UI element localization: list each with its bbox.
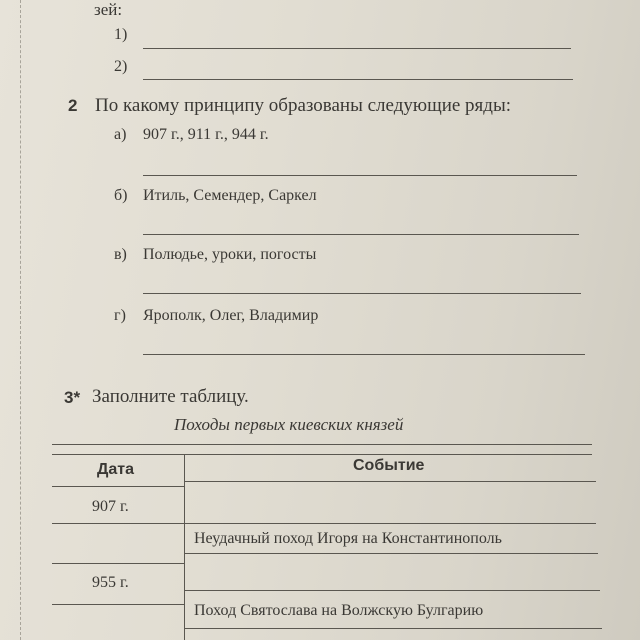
table-row-3-date: 955 г. [92,574,129,591]
task2-item-b-text: Итиль, Семендер, Саркел [143,187,317,204]
prev-answer-label-1: 1) [114,26,128,43]
answer-line-g[interactable] [143,354,585,355]
task2-question: По какому принципу образованы следующие ряды: [95,95,512,116]
task2-item-g-text: Ярополк, Олег, Владимир [143,307,319,324]
table-header-top [52,454,592,455]
answer-line-prev-2[interactable] [143,79,573,80]
answer-line-prev-1[interactable] [143,48,571,49]
prev-task-tail: зей: [94,0,123,19]
task2-item-b-label: б) [114,187,128,204]
table-row-1-border [52,523,596,524]
task2-number: 2 [68,96,78,115]
table-row-2-border-event [184,553,598,554]
task2-item-g-label: г) [114,307,126,324]
table-row-2-border-date [52,563,184,564]
table-header-event: Событие [353,457,425,474]
task3-number: 3* [64,388,81,407]
table-row-4-event: Поход Святослава на Волжскую Булгарию [194,602,484,619]
table-header-date: Дата [97,461,135,478]
answer-line-v[interactable] [143,293,581,294]
table-row-3-border-event [184,590,600,591]
table-row-2-event: Неудачный поход Игоря на Константинополь [194,530,502,547]
table-row-1-date: 907 г. [92,498,129,515]
task2-item-a-label: а) [114,126,127,143]
task2-item-v-label: в) [114,246,127,263]
table-row-4-border-event [184,628,602,629]
task3-instruction: Заполните таблицу. [92,386,249,407]
task2-item-v-text: Полюдье, уроки, погосты [143,246,317,263]
table-title: Походы первых киевских князей [174,415,404,434]
answer-line-a[interactable] [143,175,577,176]
margin-dashed-line [20,0,21,640]
task2-item-a-text: 907 г., 911 г., 944 г. [143,126,269,143]
table-row-3-border-date [52,604,184,605]
table-top-border [52,444,592,445]
answer-line-b[interactable] [143,234,579,235]
prev-answer-label-2: 2) [114,58,128,75]
table-header-bottom-event [184,481,596,482]
table-header-bottom-date [52,486,184,487]
